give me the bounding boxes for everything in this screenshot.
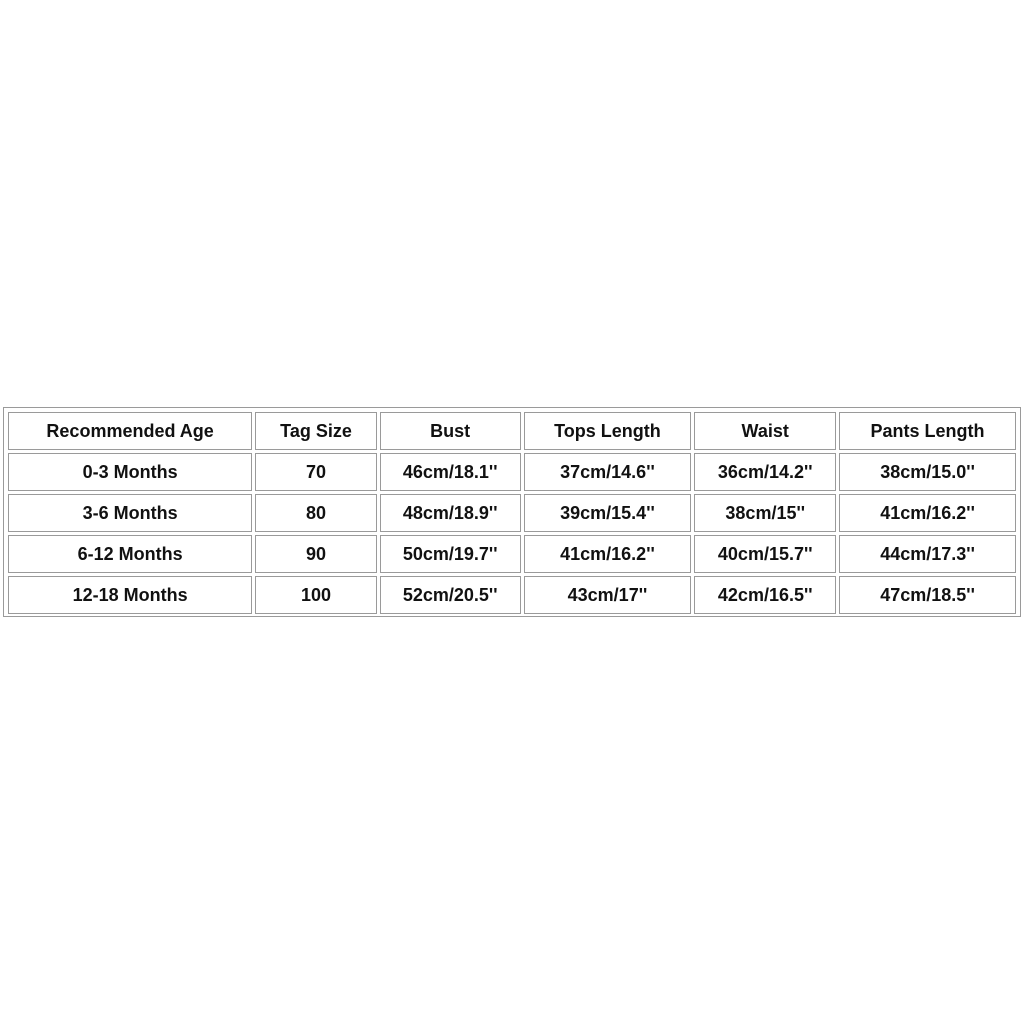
cell-waist: 40cm/15.7''	[694, 535, 836, 573]
header-tops-length: Tops Length	[524, 412, 692, 450]
header-recommended-age: Recommended Age	[8, 412, 252, 450]
cell-bust: 48cm/18.9''	[380, 494, 521, 532]
cell-waist: 36cm/14.2''	[694, 453, 836, 491]
cell-bust: 52cm/20.5''	[380, 576, 521, 614]
cell-tag-size: 70	[255, 453, 377, 491]
cell-bust: 50cm/19.7''	[380, 535, 521, 573]
size-chart-table	[5, 409, 1019, 617]
cell-recommended-age: 3-6 Months	[8, 494, 252, 532]
header-row	[8, 412, 1016, 450]
header-waist: Waist	[694, 412, 836, 450]
table-row	[8, 535, 1016, 573]
cell-tops-length: 43cm/17''	[524, 576, 692, 614]
cell-pants-length: 38cm/15.0''	[839, 453, 1016, 491]
table-row	[8, 494, 1016, 532]
cell-tops-length: 41cm/16.2''	[524, 535, 692, 573]
table-row	[8, 453, 1016, 491]
cell-pants-length: 44cm/17.3''	[839, 535, 1016, 573]
cell-tag-size: 100	[255, 576, 377, 614]
cell-waist: 38cm/15''	[694, 494, 836, 532]
header-pants-length: Pants Length	[839, 412, 1016, 450]
cell-bust: 46cm/18.1''	[380, 453, 521, 491]
cell-pants-length: 41cm/16.2''	[839, 494, 1016, 532]
cell-waist: 42cm/16.5''	[694, 576, 836, 614]
cell-recommended-age: 0-3 Months	[8, 453, 252, 491]
header-tag-size: Tag Size	[255, 412, 377, 450]
header-bust: Bust	[380, 412, 521, 450]
cell-recommended-age: 12-18 Months	[8, 576, 252, 614]
table-row	[8, 576, 1016, 614]
cell-tops-length: 39cm/15.4''	[524, 494, 692, 532]
cell-recommended-age: 6-12 Months	[8, 535, 252, 573]
size-chart	[3, 407, 1021, 617]
cell-pants-length: 47cm/18.5''	[839, 576, 1016, 614]
cell-tops-length: 37cm/14.6''	[524, 453, 692, 491]
cell-tag-size: 90	[255, 535, 377, 573]
cell-tag-size: 80	[255, 494, 377, 532]
